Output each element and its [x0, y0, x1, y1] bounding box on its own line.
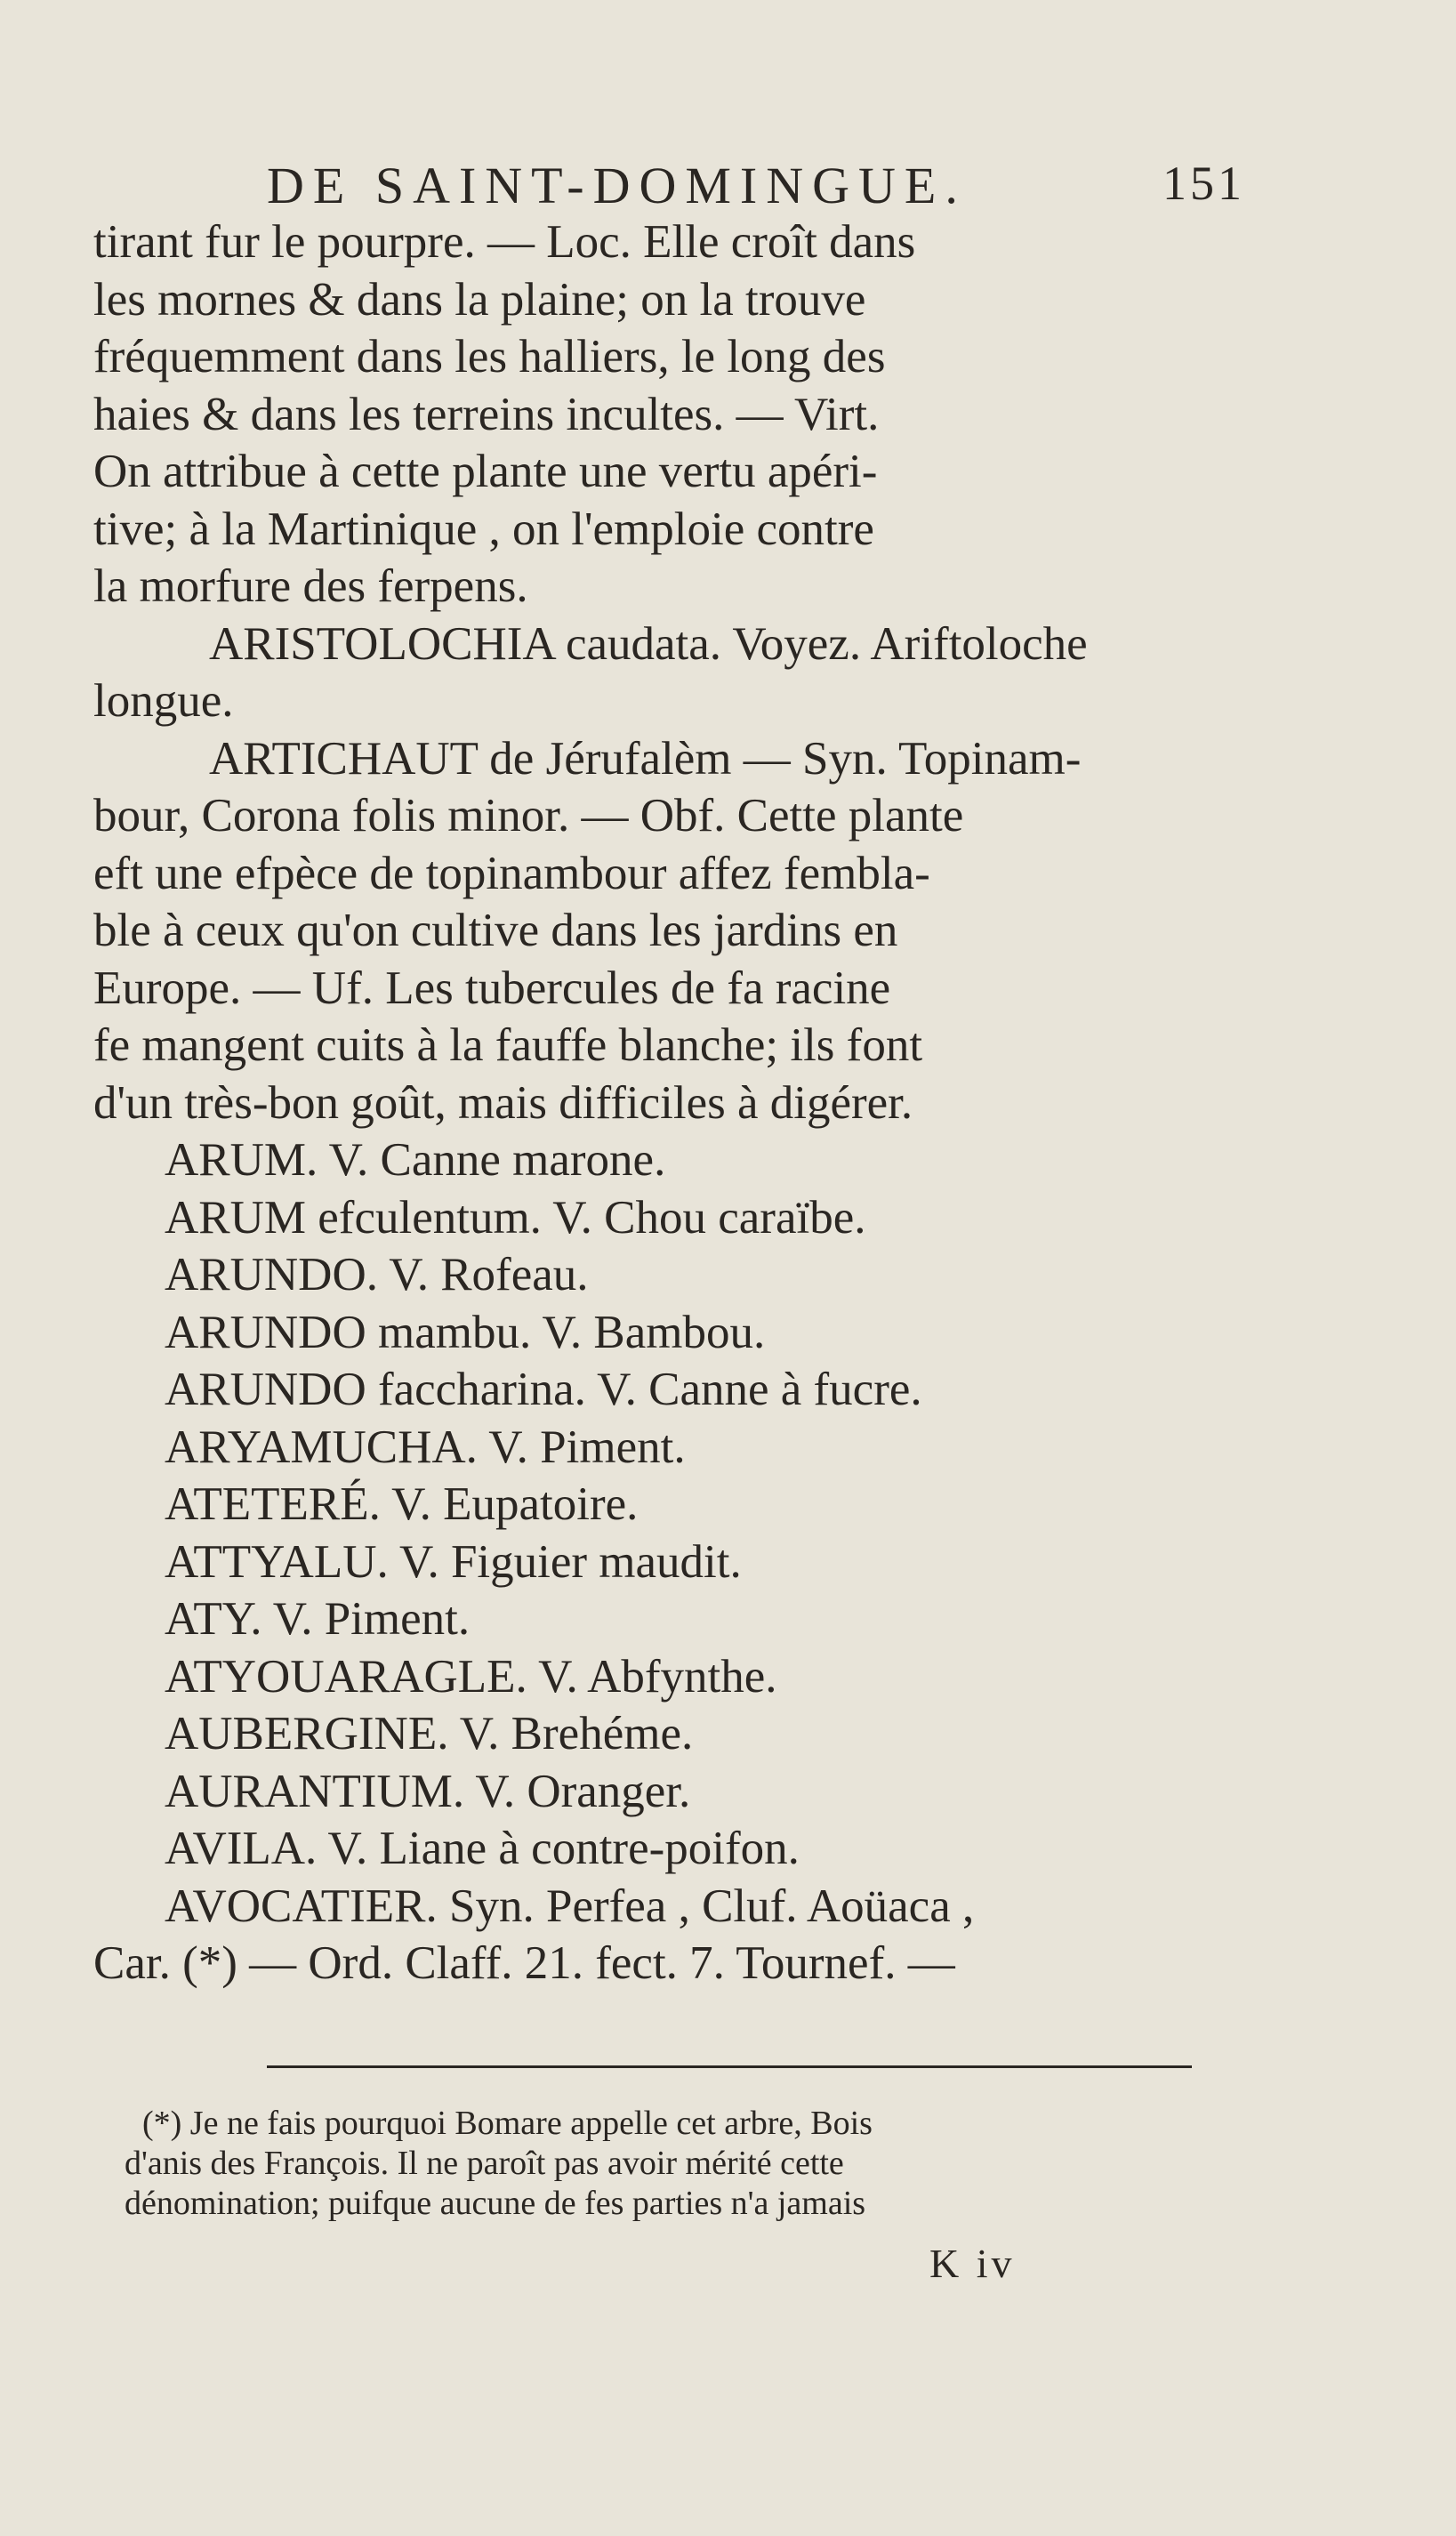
footnote-line: d'anis des François. Il ne paroît pas avoir mérité cette	[125, 2145, 844, 2182]
entry-line: AURANTIUM. V. Oranger.	[165, 1765, 691, 1817]
footnote-line: dénomination; puifque aucune de fes parties n'a jamais	[125, 2185, 866, 2222]
text-line: haies & dans les terreins incultes. — Virt.	[93, 388, 880, 440]
page-number: 151	[1162, 157, 1245, 210]
text-line: la morfure des ferpens.	[93, 560, 528, 612]
text-line: Car. (*) — Ord. Claff. 21. fect. 7. Tournef. —	[93, 1937, 955, 1989]
entry-line: AUBERGINE. V. Brehéme.	[165, 1708, 694, 1759]
entry-line: ATYOUARAGLE. V. Abfynthe.	[165, 1650, 777, 1703]
entry-line: ARYAMUCHA. V. Piment.	[165, 1421, 686, 1473]
entry-line: ATTYALU. V. Figuier maudit.	[165, 1535, 742, 1588]
footnote-divider	[267, 2065, 1192, 2068]
entry-line: AVOCATIER. Syn. Perfea , Cluf. Aoüaca ,	[165, 1880, 975, 1932]
entry-line: ATY. V. Piment.	[165, 1593, 471, 1645]
text-line: bour, Corona folis minor. — Obf. Cette plante	[93, 790, 964, 841]
text-line: On attribue à cette plante une vertu apéri-	[93, 446, 878, 497]
header-title: DE SAINT-DOMINGUE.	[267, 157, 967, 214]
text-line: Europe. — Uf. Les tubercules de fa racine	[93, 962, 891, 1014]
text-line: longue.	[93, 675, 234, 727]
signature-mark: K iv	[929, 2241, 1016, 2286]
text-line: tive; à la Martinique , on l'emploie contre	[93, 503, 874, 555]
text-line: tirant fur le pourpre. — Loc. Elle croît dans	[93, 216, 916, 268]
footnote-line: (*) Je ne fais pourquoi Bomare appelle cet arbre, Bois	[142, 2105, 873, 2142]
text-line: fe mangent cuits à la fauffe blanche; ils font	[93, 1019, 923, 1071]
entry-line: ARUM efculentum. V. Chou caraïbe.	[165, 1191, 866, 1244]
entry-line: ARUNDO mambu. V. Bambou.	[165, 1306, 766, 1358]
running-header	[267, 156, 1245, 218]
entry-line: ARTICHAUT de Jérufalèm — Syn. Topinam-	[209, 732, 1082, 785]
text-line: les mornes & dans la plaine; on la trouve	[93, 273, 866, 326]
text-line: fréquemment dans les halliers, le long des	[93, 331, 886, 382]
text-line: ble à ceux qu'on cultive dans les jardins en	[93, 905, 898, 956]
footnote	[125, 2104, 1210, 2224]
entry-line: ATETERÉ. V. Eupatoire.	[165, 1478, 639, 1530]
text-line: d'un très-bon goût, mais difficiles à digérer.	[93, 1076, 913, 1129]
entry-line: ARUNDO. V. Rofeau.	[165, 1249, 589, 1300]
main-text	[93, 213, 1196, 1993]
entry-line: ARUM. V. Canne marone.	[165, 1134, 666, 1186]
entry-line: ARUNDO faccharina. V. Canne à fucre.	[165, 1364, 922, 1415]
entry-line: ARISTOLOCHIA caudata. Voyez. Ariftoloche	[209, 617, 1088, 670]
entry-line: AVILA. V. Liane à contre-poifon.	[165, 1823, 800, 1874]
text-line: eft une efpèce de topinambour affez fembla-	[93, 847, 930, 899]
